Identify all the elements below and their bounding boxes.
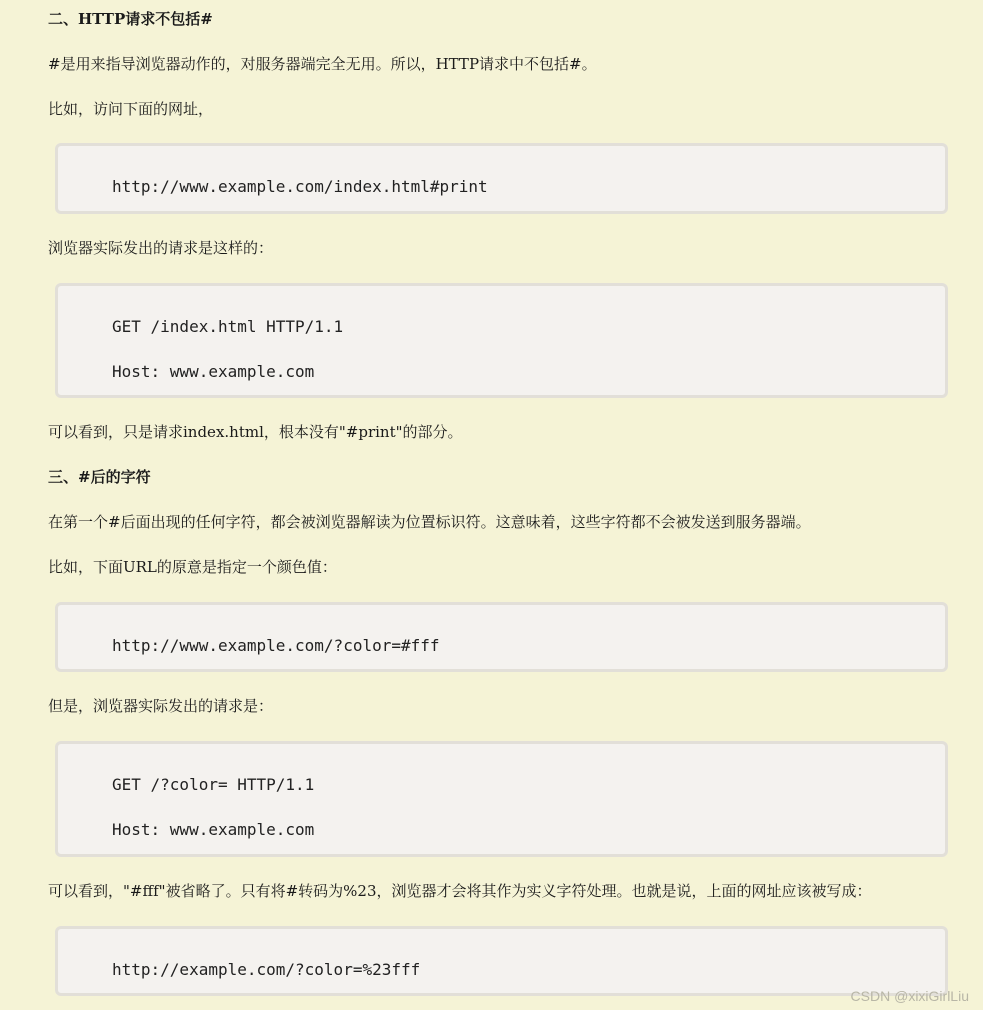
paragraph: #是用来指导浏览器动作的，对服务器端完全无用。所以，HTTP请求中不包括#。 bbox=[48, 55, 597, 73]
paragraph: 浏览器实际发出的请求是这样的： bbox=[48, 239, 274, 257]
code-line: http://example.com/?color=%23fff bbox=[112, 960, 421, 979]
code-line: http://www.example.com/index.html#print bbox=[112, 177, 488, 196]
code-block bbox=[55, 143, 948, 214]
code-line: http://www.example.com/?color=#fff bbox=[112, 636, 440, 655]
paragraph: 可以看到，只是请求index.html，根本没有"#print"的部分。 bbox=[48, 423, 463, 441]
paragraph: 比如，下面URL的原意是指定一个颜色值： bbox=[48, 558, 337, 576]
code-block bbox=[55, 741, 948, 857]
code-line: Host: www.example.com bbox=[112, 820, 315, 839]
section-heading-http-request: 二、HTTP请求不包括# bbox=[48, 10, 213, 28]
watermark: CSDN @xixiGirlLiu bbox=[850, 988, 969, 1004]
paragraph: 但是，浏览器实际发出的请求是： bbox=[48, 697, 274, 715]
code-line: GET /index.html HTTP/1.1 bbox=[112, 317, 344, 336]
code-line: Host: www.example.com bbox=[112, 362, 315, 381]
paragraph: 比如，访问下面的网址， bbox=[48, 100, 214, 118]
section-heading-hash-chars: 三、#后的字符 bbox=[48, 468, 151, 486]
code-line: GET /?color= HTTP/1.1 bbox=[112, 775, 315, 794]
code-block bbox=[55, 926, 948, 996]
paragraph: 在第一个#后面出现的任何字符，都会被浏览器解读为位置标识符。这意味着，这些字符都不会被发送到服务器端。 bbox=[48, 513, 811, 531]
code-block bbox=[55, 283, 948, 398]
paragraph: 可以看到，"#fff"被省略了。只有将#转码为%23，浏览器才会将其作为实义字符处理。也就是说，上面的网址应该被写成： bbox=[48, 882, 872, 900]
code-block bbox=[55, 602, 948, 672]
